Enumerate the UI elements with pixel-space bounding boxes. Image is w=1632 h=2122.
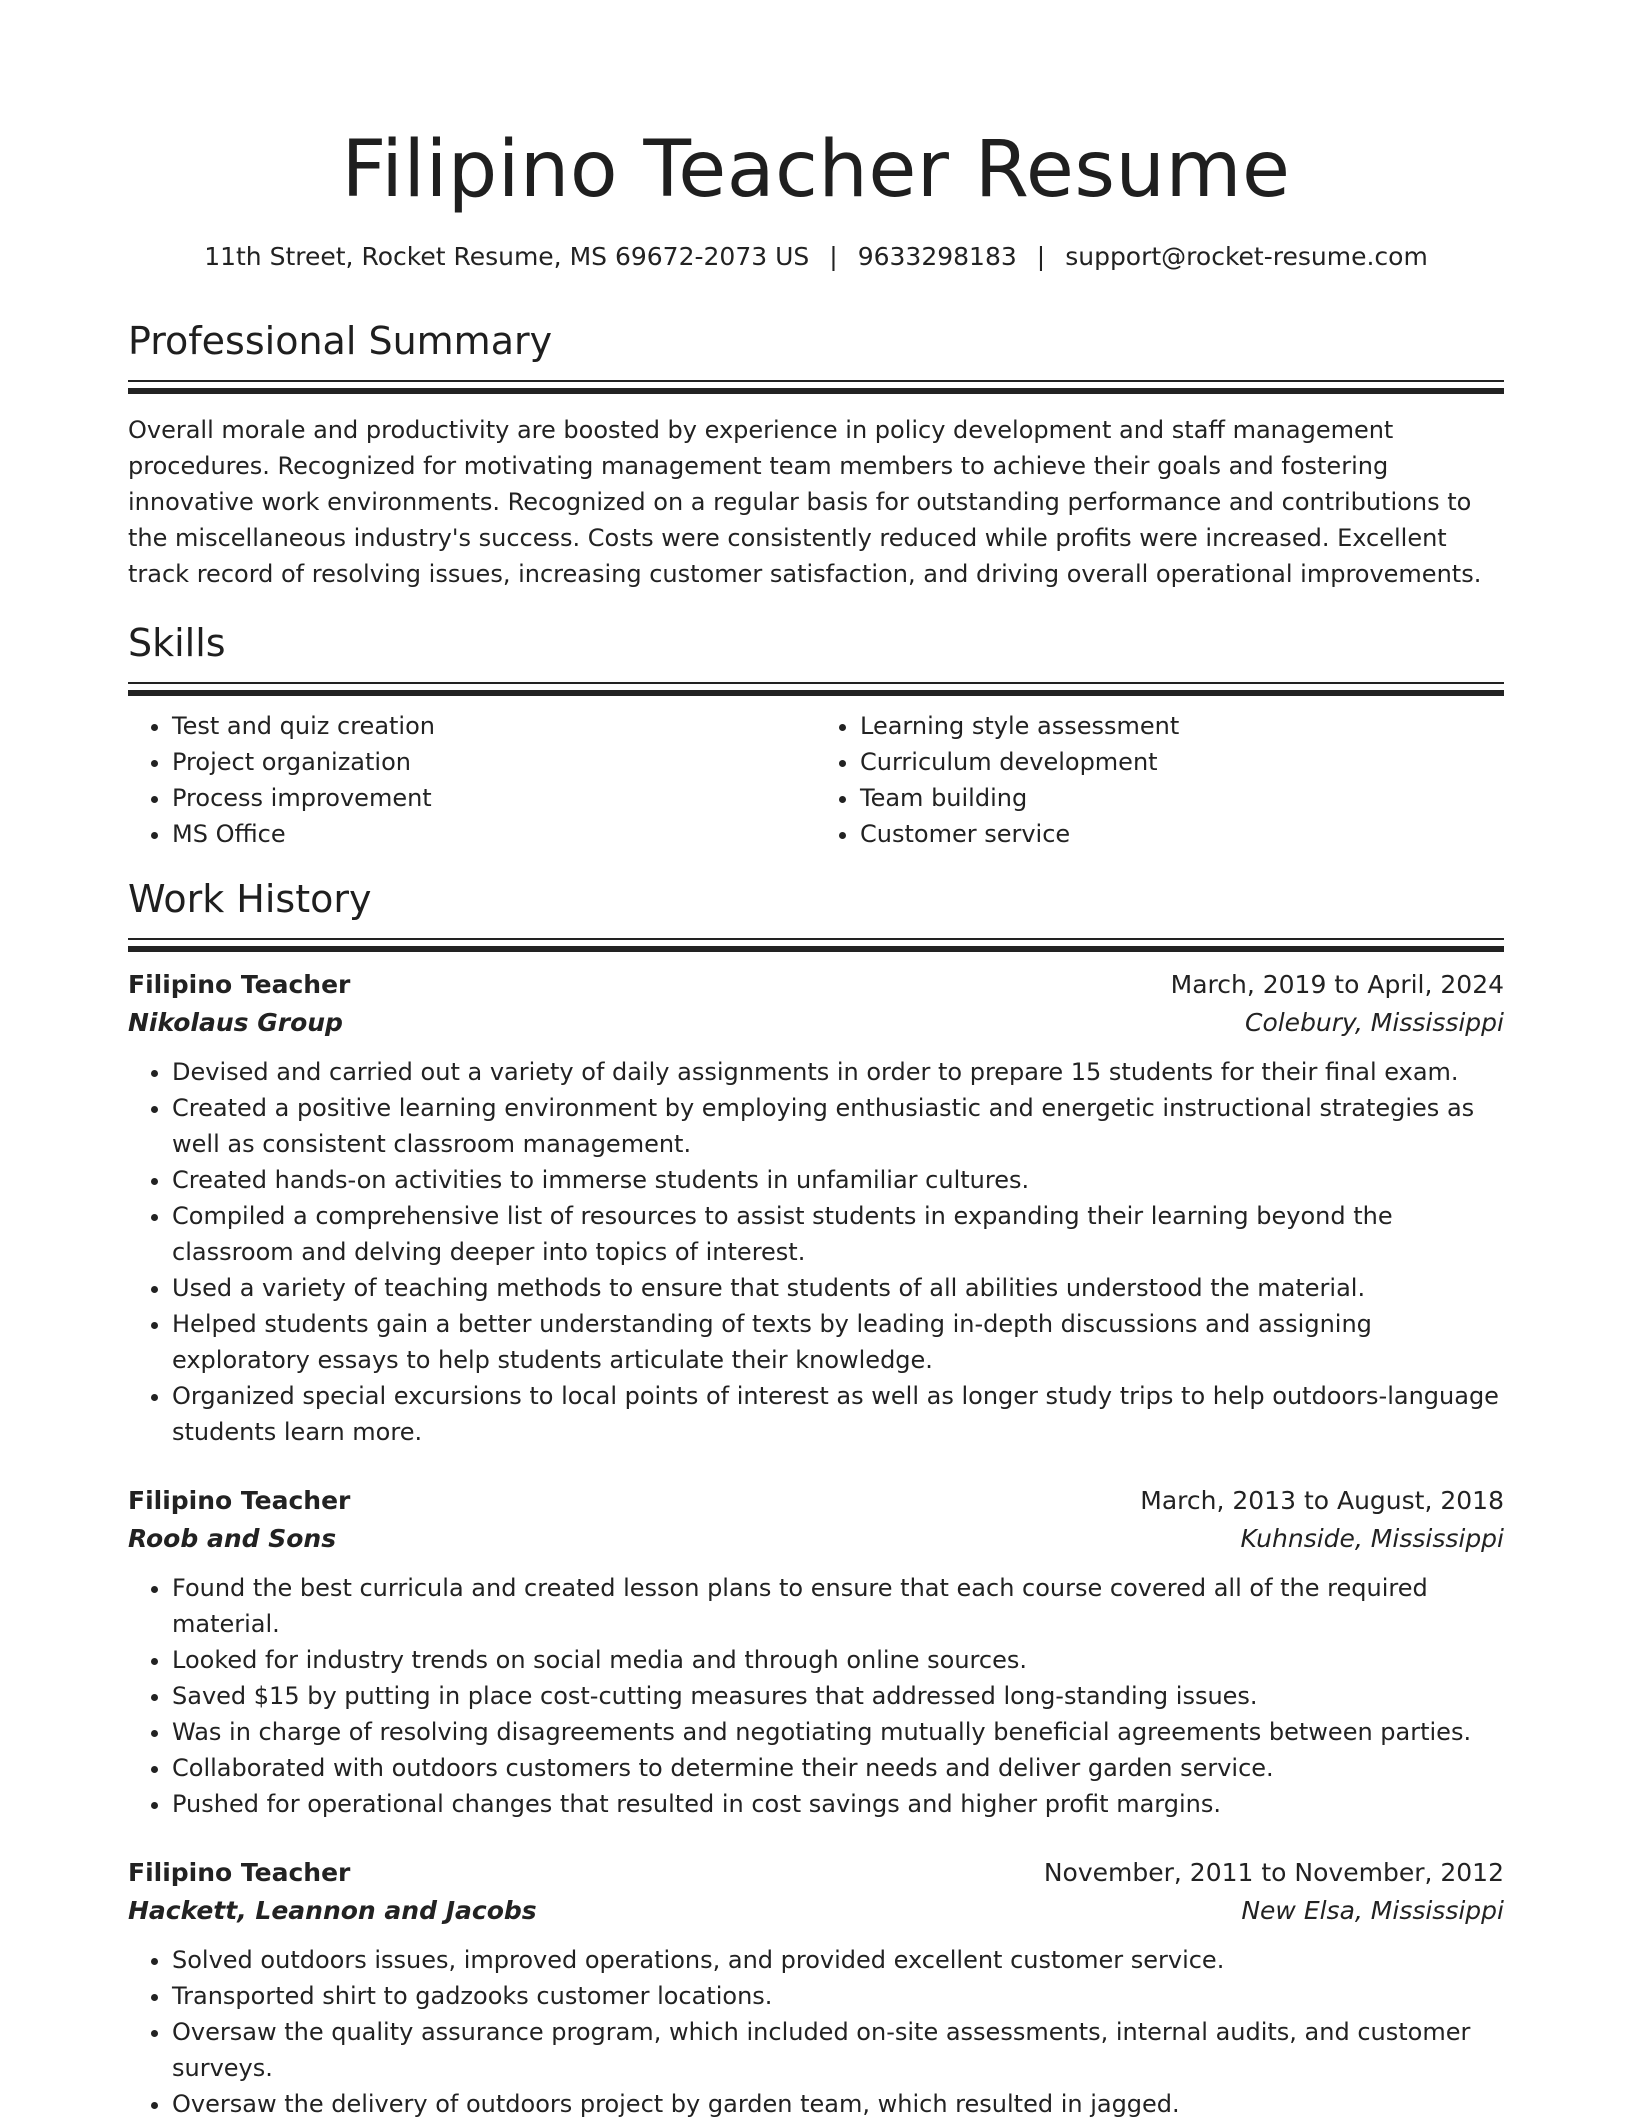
section-divider-thick xyxy=(128,388,1504,394)
resume-title: Filipino Teacher Resume xyxy=(341,125,1291,215)
skill-item: • Process improvement xyxy=(172,780,816,816)
job-company: Nikolaus Group xyxy=(128,1008,343,1037)
job-bullet: • Transported shirt to gadzooks customer locations. xyxy=(172,1978,1504,2014)
job-title: Filipino Teacher xyxy=(128,1858,351,1887)
job-bullet: • Saved $15 by putting in place cost-cutting measures that addressed long-standing issues. xyxy=(172,1678,1504,1714)
contact-address: 11th Street, Rocket Resume, MS 69672-2073 US xyxy=(204,242,810,271)
work-history-section xyxy=(128,874,1504,2122)
job-bullets xyxy=(128,1942,1504,2122)
summary-text: Overall morale and productivity are boosted by experience in policy development and staff management procedures. Recognized for motivating management team members to achieve their goals and fostering innovative work environments. Recognized on a regular basis for outstanding performance and contributions to the miscellaneous industry's success. Costs were consistently reduced while profits were increased. Excellent track record of resolving issues, increasing customer satisfaction, and driving overall operational improvements. xyxy=(128,416,1482,588)
job-bullet: • Found the best curricula and created lesson plans to ensure that each course covered all of the required material. xyxy=(172,1570,1504,1642)
job-bullet: • Oversaw the delivery of outdoors project by garden team, which resulted in jagged. xyxy=(172,2086,1504,2122)
job-title: Filipino Teacher xyxy=(128,1486,351,1515)
job-entry xyxy=(128,1482,1504,1822)
skill-item: • Project organization xyxy=(172,744,816,780)
section-divider xyxy=(128,938,1504,940)
section-divider-thick xyxy=(128,690,1504,696)
job-location: Colebury, Mississippi xyxy=(1244,1008,1504,1037)
contact-email: support@rocket-resume.com xyxy=(1065,242,1428,271)
job-bullet: • Used a variety of teaching methods to ensure that students of all abilities understood the material. xyxy=(172,1270,1504,1306)
job-bullet: • Created hands-on activities to immerse students in unfamiliar cultures. xyxy=(172,1162,1504,1198)
contact-separator: | xyxy=(829,242,838,271)
summary-section xyxy=(128,316,1504,592)
job-location: New Elsa, Mississippi xyxy=(1241,1896,1504,1925)
section-divider-thick xyxy=(128,946,1504,952)
job-entry xyxy=(128,1854,1504,2122)
job-dates: November, 2011 to November, 2012 xyxy=(1043,1858,1504,1887)
work-history-heading: Work History xyxy=(128,877,372,921)
job-bullet: • Oversaw the quality assurance program, which included on-site assessments, internal audits, and customer surveys. xyxy=(172,2014,1504,2086)
job-bullet: • Collaborated with outdoors customers to determine their needs and deliver garden service. xyxy=(172,1750,1504,1786)
skills-column-right xyxy=(816,708,1504,852)
job-dates: March, 2019 to April, 2024 xyxy=(1170,970,1504,999)
job-bullets xyxy=(128,1570,1504,1822)
job-company: Roob and Sons xyxy=(128,1524,337,1553)
contact-phone: 9633298183 xyxy=(857,242,1017,271)
job-entry xyxy=(128,966,1504,1450)
job-bullet: • Solved outdoors issues, improved operations, and provided excellent customer service. xyxy=(172,1942,1504,1978)
section-divider xyxy=(128,380,1504,382)
contact-line xyxy=(128,240,1504,274)
job-bullets xyxy=(128,1054,1504,1450)
job-bullet: • Pushed for operational changes that resulted in cost savings and higher profit margins. xyxy=(172,1786,1504,1822)
job-bullet: • Looked for industry trends on social media and through online sources. xyxy=(172,1642,1504,1678)
job-location: Kuhnside, Mississippi xyxy=(1240,1524,1504,1553)
job-bullet: • Organized special excursions to local points of interest as well as longer study trips to help outdoors-language students learn more. xyxy=(172,1378,1504,1450)
skills-section xyxy=(128,618,1504,852)
job-bullet: • Helped students gain a better understanding of texts by leading in-depth discussions and assigning exploratory essays to help students articulate their knowledge. xyxy=(172,1306,1504,1378)
section-divider xyxy=(128,682,1504,684)
skills-column-left xyxy=(128,708,816,852)
job-title: Filipino Teacher xyxy=(128,970,351,999)
job-bullet: • Was in charge of resolving disagreements and negotiating mutually beneficial agreements between parties. xyxy=(172,1714,1504,1750)
skill-item: • Team building xyxy=(860,780,1504,816)
summary-heading: Professional Summary xyxy=(128,319,553,363)
skill-item: • Learning style assessment xyxy=(860,708,1504,744)
job-bullet: • Devised and carried out a variety of daily assignments in order to prepare 15 students for their final exam. xyxy=(172,1054,1504,1090)
skills-heading: Skills xyxy=(128,621,226,665)
skill-item: • Test and quiz creation xyxy=(172,708,816,744)
skill-item: • Curriculum development xyxy=(860,744,1504,780)
skills-list xyxy=(128,708,1504,852)
contact-separator: | xyxy=(1036,242,1046,271)
job-bullet: • Created a positive learning environment by employing enthusiastic and energetic instructional strategies as well as consistent classroom management. xyxy=(172,1090,1504,1162)
job-company: Hackett, Leannon and Jacobs xyxy=(128,1896,537,1925)
job-bullet: • Compiled a comprehensive list of resources to assist students in expanding their learning beyond the classroom and delving deeper into topics of interest. xyxy=(172,1198,1504,1270)
skill-item: • MS Office xyxy=(172,816,816,852)
job-dates: March, 2013 to August, 2018 xyxy=(1140,1486,1504,1515)
skill-item: • Customer service xyxy=(860,816,1504,852)
